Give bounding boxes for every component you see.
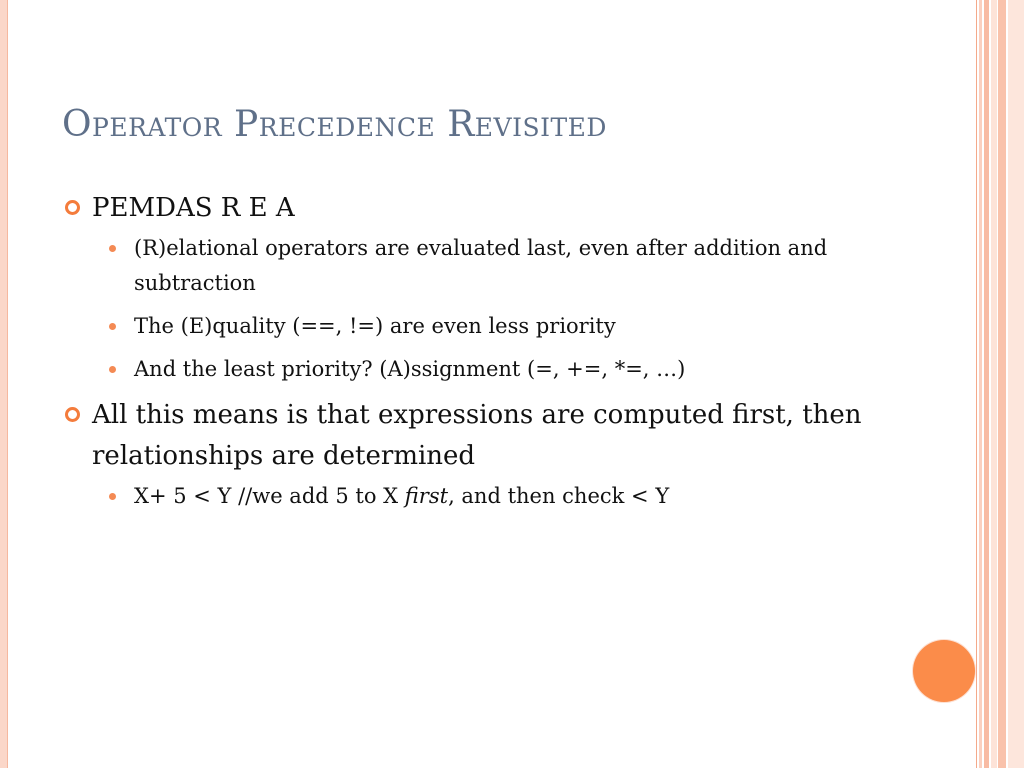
- right-stripe: [991, 0, 997, 768]
- hollow-circle-bullet-icon: [65, 407, 80, 422]
- filled-dot-bullet-icon: [109, 366, 116, 373]
- bullet-pemdas: [62, 188, 862, 229]
- subbullet-assignment: [62, 352, 862, 387]
- subbullet-relational: [62, 231, 862, 301]
- right-stripe: [976, 0, 977, 768]
- right-stripe: [1008, 0, 1024, 768]
- slide-title: Operator Precedence Revisited: [62, 104, 607, 145]
- subbullet-equality: [62, 309, 862, 344]
- bullet-expressions: [62, 395, 862, 477]
- left-border: [0, 0, 8, 768]
- subbullet-text-before: X+ 5 < Y //we add 5 to X: [134, 484, 405, 508]
- subbullet-text: (R)elational operators are evaluated last, even after addition and subtraction: [134, 236, 828, 295]
- subbullet-text-after: , and then check < Y: [448, 484, 670, 508]
- subbullet-text: The (E)quality (==, !=) are even less priority: [134, 314, 616, 338]
- decorative-orange-circle: [913, 640, 975, 702]
- subbullet-emphasis: first: [404, 484, 449, 508]
- right-stripe: [979, 0, 982, 768]
- slide-body: [62, 188, 862, 522]
- bullet-text: All this means is that expressions are computed first, then relationships are determined: [92, 400, 862, 471]
- right-stripe: [998, 0, 1006, 768]
- bullet-text: PEMDAS R E A: [92, 193, 295, 223]
- right-stripe: [984, 0, 989, 768]
- subbullet-example: [62, 479, 862, 514]
- subbullet-text: And the least priority? (A)ssignment (=, +=, *=, …): [134, 357, 686, 381]
- filled-dot-bullet-icon: [109, 245, 116, 252]
- filled-dot-bullet-icon: [109, 323, 116, 330]
- hollow-circle-bullet-icon: [65, 200, 80, 215]
- filled-dot-bullet-icon: [109, 493, 116, 500]
